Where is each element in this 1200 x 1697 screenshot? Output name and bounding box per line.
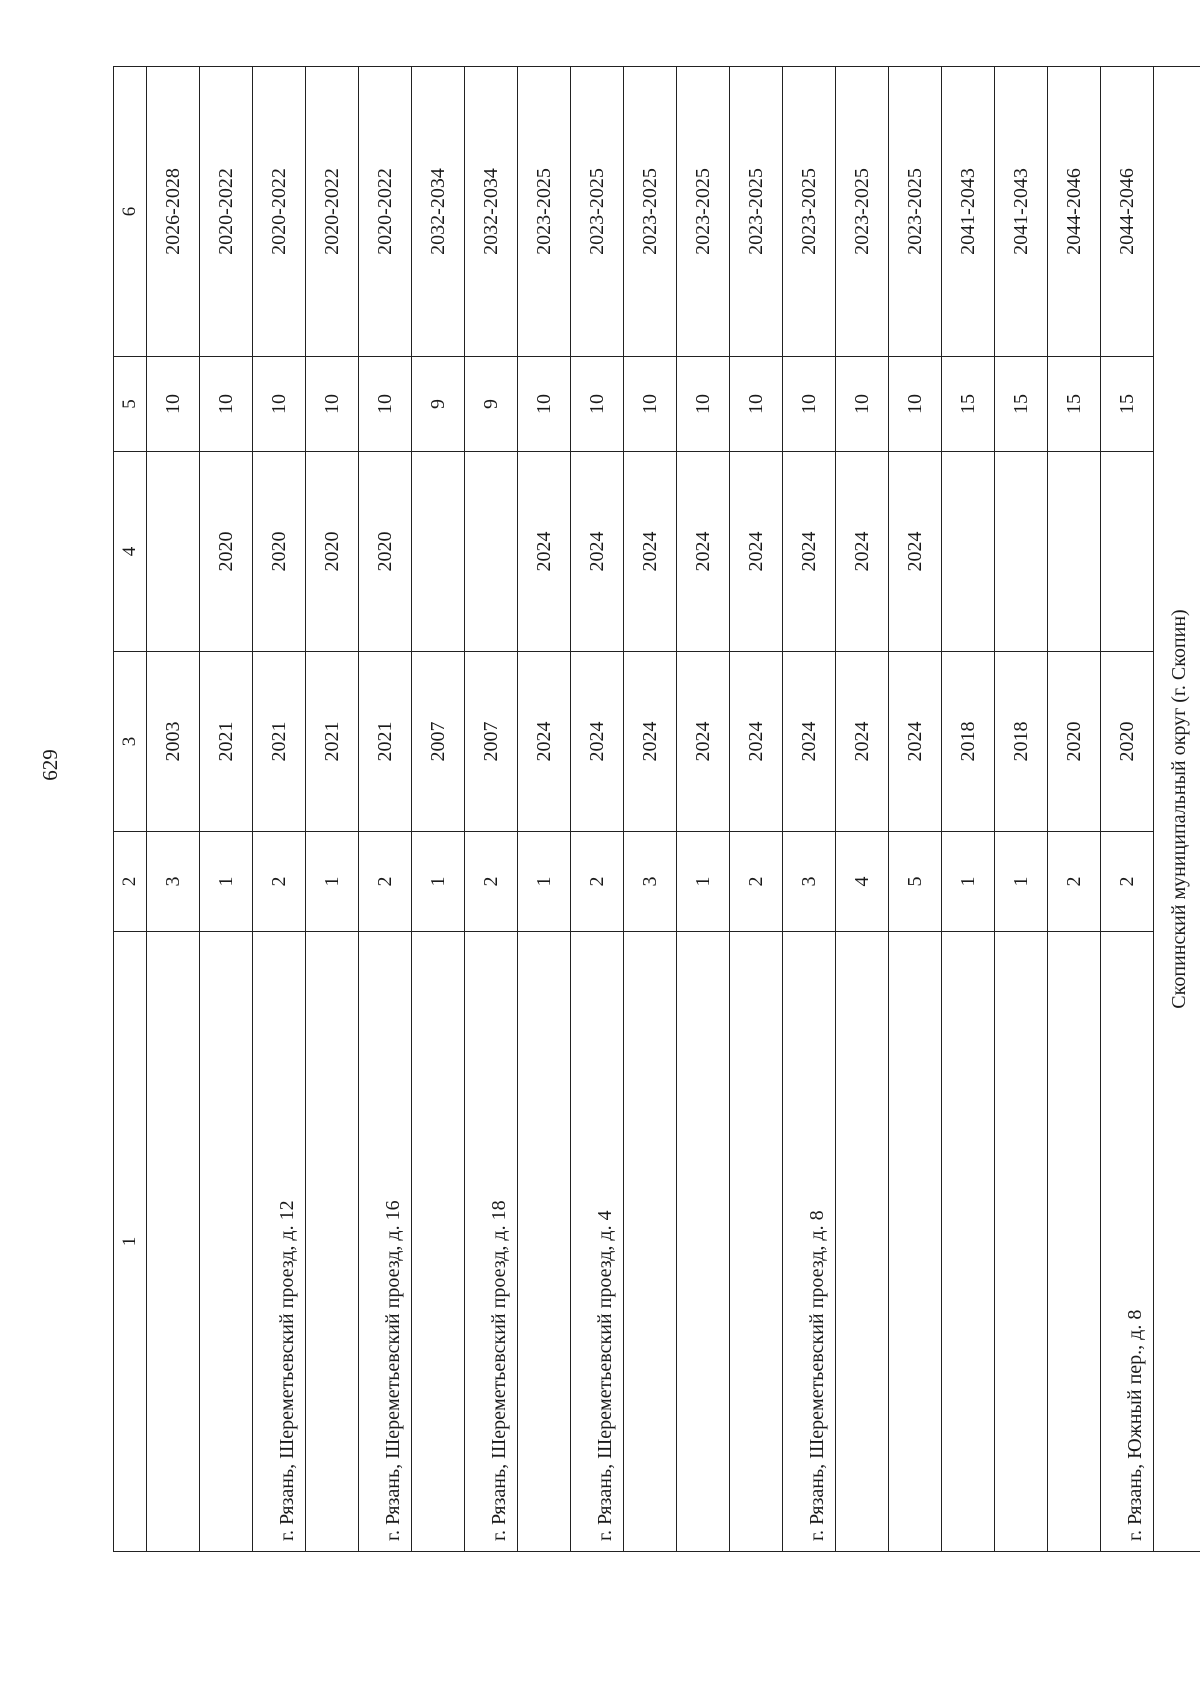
element-cell: 1: [995, 832, 1048, 932]
term-cell: 10: [836, 357, 889, 452]
year-cell: [465, 452, 518, 652]
element-cell: 1: [412, 832, 465, 932]
period-cell: 2044-2046: [1048, 67, 1101, 357]
table-row: [624, 67, 677, 1552]
address-cell: г. Рязань, Шереметьевский проезд, д. 8: [783, 932, 836, 1552]
term-cell: 10: [518, 357, 571, 452]
address-cell: [1048, 932, 1101, 1552]
element-cell: 3: [624, 832, 677, 932]
period-cell: 2023-2025: [518, 67, 571, 357]
table-row: [677, 67, 730, 1552]
year-cell: 2024: [836, 652, 889, 832]
year-cell: 2007: [412, 652, 465, 832]
year-cell: 2024: [889, 652, 942, 832]
header-cell: 3: [114, 652, 147, 832]
year-cell: 2020: [200, 452, 253, 652]
table-row: [147, 67, 200, 1552]
header-cell: 6: [114, 67, 147, 357]
address-cell: [677, 932, 730, 1552]
year-cell: [942, 452, 995, 652]
period-cell: 2023-2025: [624, 67, 677, 357]
year-cell: [412, 452, 465, 652]
header-cell: 5: [114, 357, 147, 452]
year-cell: 2024: [836, 452, 889, 652]
element-cell: 2: [1048, 832, 1101, 932]
period-cell: 2023-2025: [677, 67, 730, 357]
period-cell: 2023-2025: [836, 67, 889, 357]
period-cell: 2041-2043: [942, 67, 995, 357]
address-cell: [412, 932, 465, 1552]
address-cell: [624, 932, 677, 1552]
period-cell: 2020-2022: [200, 67, 253, 357]
year-cell: 2020: [1101, 652, 1154, 832]
element-cell: 3: [147, 832, 200, 932]
footer-row: [1154, 67, 1200, 1552]
address-cell: [942, 932, 995, 1552]
term-cell: 10: [889, 357, 942, 452]
year-cell: 2024: [730, 452, 783, 652]
period-cell: 2032-2034: [412, 67, 465, 357]
table-row: [200, 67, 253, 1552]
year-cell: 2021: [359, 652, 412, 832]
table-row: [1101, 67, 1154, 1552]
year-cell: [995, 452, 1048, 652]
year-cell: 2024: [730, 652, 783, 832]
period-cell: 2020-2022: [359, 67, 412, 357]
year-cell: 2021: [253, 652, 306, 832]
term-cell: 15: [1101, 357, 1154, 452]
address-cell: [889, 932, 942, 1552]
year-cell: 2021: [200, 652, 253, 832]
element-cell: 2: [730, 832, 783, 932]
year-cell: 2018: [995, 652, 1048, 832]
address-cell: [518, 932, 571, 1552]
term-cell: 15: [995, 357, 1048, 452]
element-cell: 4: [836, 832, 889, 932]
year-cell: 2024: [677, 452, 730, 652]
district-heading: Скопинский муниципальный округ (г. Скопин): [1154, 67, 1200, 1552]
period-cell: 2023-2025: [571, 67, 624, 357]
term-cell: 10: [306, 357, 359, 452]
table-row: [518, 67, 571, 1552]
table-row: [465, 67, 518, 1552]
header-cell: 2: [114, 832, 147, 932]
table-row: [359, 67, 412, 1552]
year-cell: 2024: [624, 652, 677, 832]
address-cell: г. Рязань, Южный пер., д. 8: [1101, 932, 1154, 1552]
element-cell: 1: [306, 832, 359, 932]
table-row: [995, 67, 1048, 1552]
year-cell: 2020: [359, 452, 412, 652]
period-cell: 2041-2043: [995, 67, 1048, 357]
year-cell: 2020: [253, 452, 306, 652]
address-cell: [200, 932, 253, 1552]
term-cell: 9: [412, 357, 465, 452]
year-cell: 2020: [1048, 652, 1101, 832]
element-cell: 5: [889, 832, 942, 932]
year-cell: 2024: [889, 452, 942, 652]
year-cell: 2024: [783, 652, 836, 832]
period-cell: 2020-2022: [306, 67, 359, 357]
period-cell: 2023-2025: [889, 67, 942, 357]
element-cell: 2: [1101, 832, 1154, 932]
year-cell: 2024: [677, 652, 730, 832]
term-cell: 10: [730, 357, 783, 452]
term-cell: 10: [359, 357, 412, 452]
element-cell: 1: [518, 832, 571, 932]
address-cell: [730, 932, 783, 1552]
term-cell: 10: [253, 357, 306, 452]
term-cell: 10: [571, 357, 624, 452]
period-cell: 2023-2025: [783, 67, 836, 357]
element-cell: 1: [200, 832, 253, 932]
term-cell: 10: [624, 357, 677, 452]
term-cell: 15: [1048, 357, 1101, 452]
address-cell: г. Рязань, Шереметьевский проезд, д. 18: [465, 932, 518, 1552]
term-cell: 10: [783, 357, 836, 452]
address-cell: г. Рязань, Шереметьевский проезд, д. 12: [253, 932, 306, 1552]
table-row: [1048, 67, 1101, 1552]
table-row: [889, 67, 942, 1552]
term-cell: 10: [147, 357, 200, 452]
table-row: [571, 67, 624, 1552]
address-cell: г. Рязань, Шереметьевский проезд, д. 16: [359, 932, 412, 1552]
element-cell: 2: [359, 832, 412, 932]
table-row: [253, 67, 306, 1552]
year-cell: 2024: [571, 452, 624, 652]
year-cell: [147, 452, 200, 652]
address-cell: [995, 932, 1048, 1552]
term-cell: 10: [200, 357, 253, 452]
year-cell: 2007: [465, 652, 518, 832]
table-row: [836, 67, 889, 1552]
element-cell: 1: [942, 832, 995, 932]
year-cell: [1048, 452, 1101, 652]
period-cell: 2032-2034: [465, 67, 518, 357]
address-cell: г. Рязань, Шереметьевский проезд, д. 4: [571, 932, 624, 1552]
year-cell: 2018: [942, 652, 995, 832]
address-cell: [836, 932, 889, 1552]
element-cell: 3: [783, 832, 836, 932]
header-row: [114, 67, 147, 1552]
page-number: 629: [38, 749, 62, 781]
header-cell: 4: [114, 452, 147, 652]
year-cell: 2003: [147, 652, 200, 832]
period-cell: 2026-2028: [147, 67, 200, 357]
year-cell: 2024: [783, 452, 836, 652]
header-cell: 1: [114, 932, 147, 1552]
year-cell: 2024: [518, 652, 571, 832]
period-cell: 2044-2046: [1101, 67, 1154, 357]
table-row: [412, 67, 465, 1552]
year-cell: 2021: [306, 652, 359, 832]
term-cell: 10: [677, 357, 730, 452]
element-cell: 1: [677, 832, 730, 932]
address-cell: [147, 932, 200, 1552]
year-cell: [1101, 452, 1154, 652]
element-cell: 2: [253, 832, 306, 932]
table-row: [730, 67, 783, 1552]
table-row: [306, 67, 359, 1552]
year-cell: 2024: [518, 452, 571, 652]
term-cell: 9: [465, 357, 518, 452]
year-cell: 2020: [306, 452, 359, 652]
element-cell: 2: [465, 832, 518, 932]
term-cell: 15: [942, 357, 995, 452]
year-cell: 2024: [624, 452, 677, 652]
table-row: [942, 67, 995, 1552]
period-cell: 2020-2022: [253, 67, 306, 357]
year-cell: 2024: [571, 652, 624, 832]
element-cell: 2: [571, 832, 624, 932]
address-cell: [306, 932, 359, 1552]
period-cell: 2023-2025: [730, 67, 783, 357]
data-table: [113, 66, 1200, 1552]
table-row: [783, 67, 836, 1552]
